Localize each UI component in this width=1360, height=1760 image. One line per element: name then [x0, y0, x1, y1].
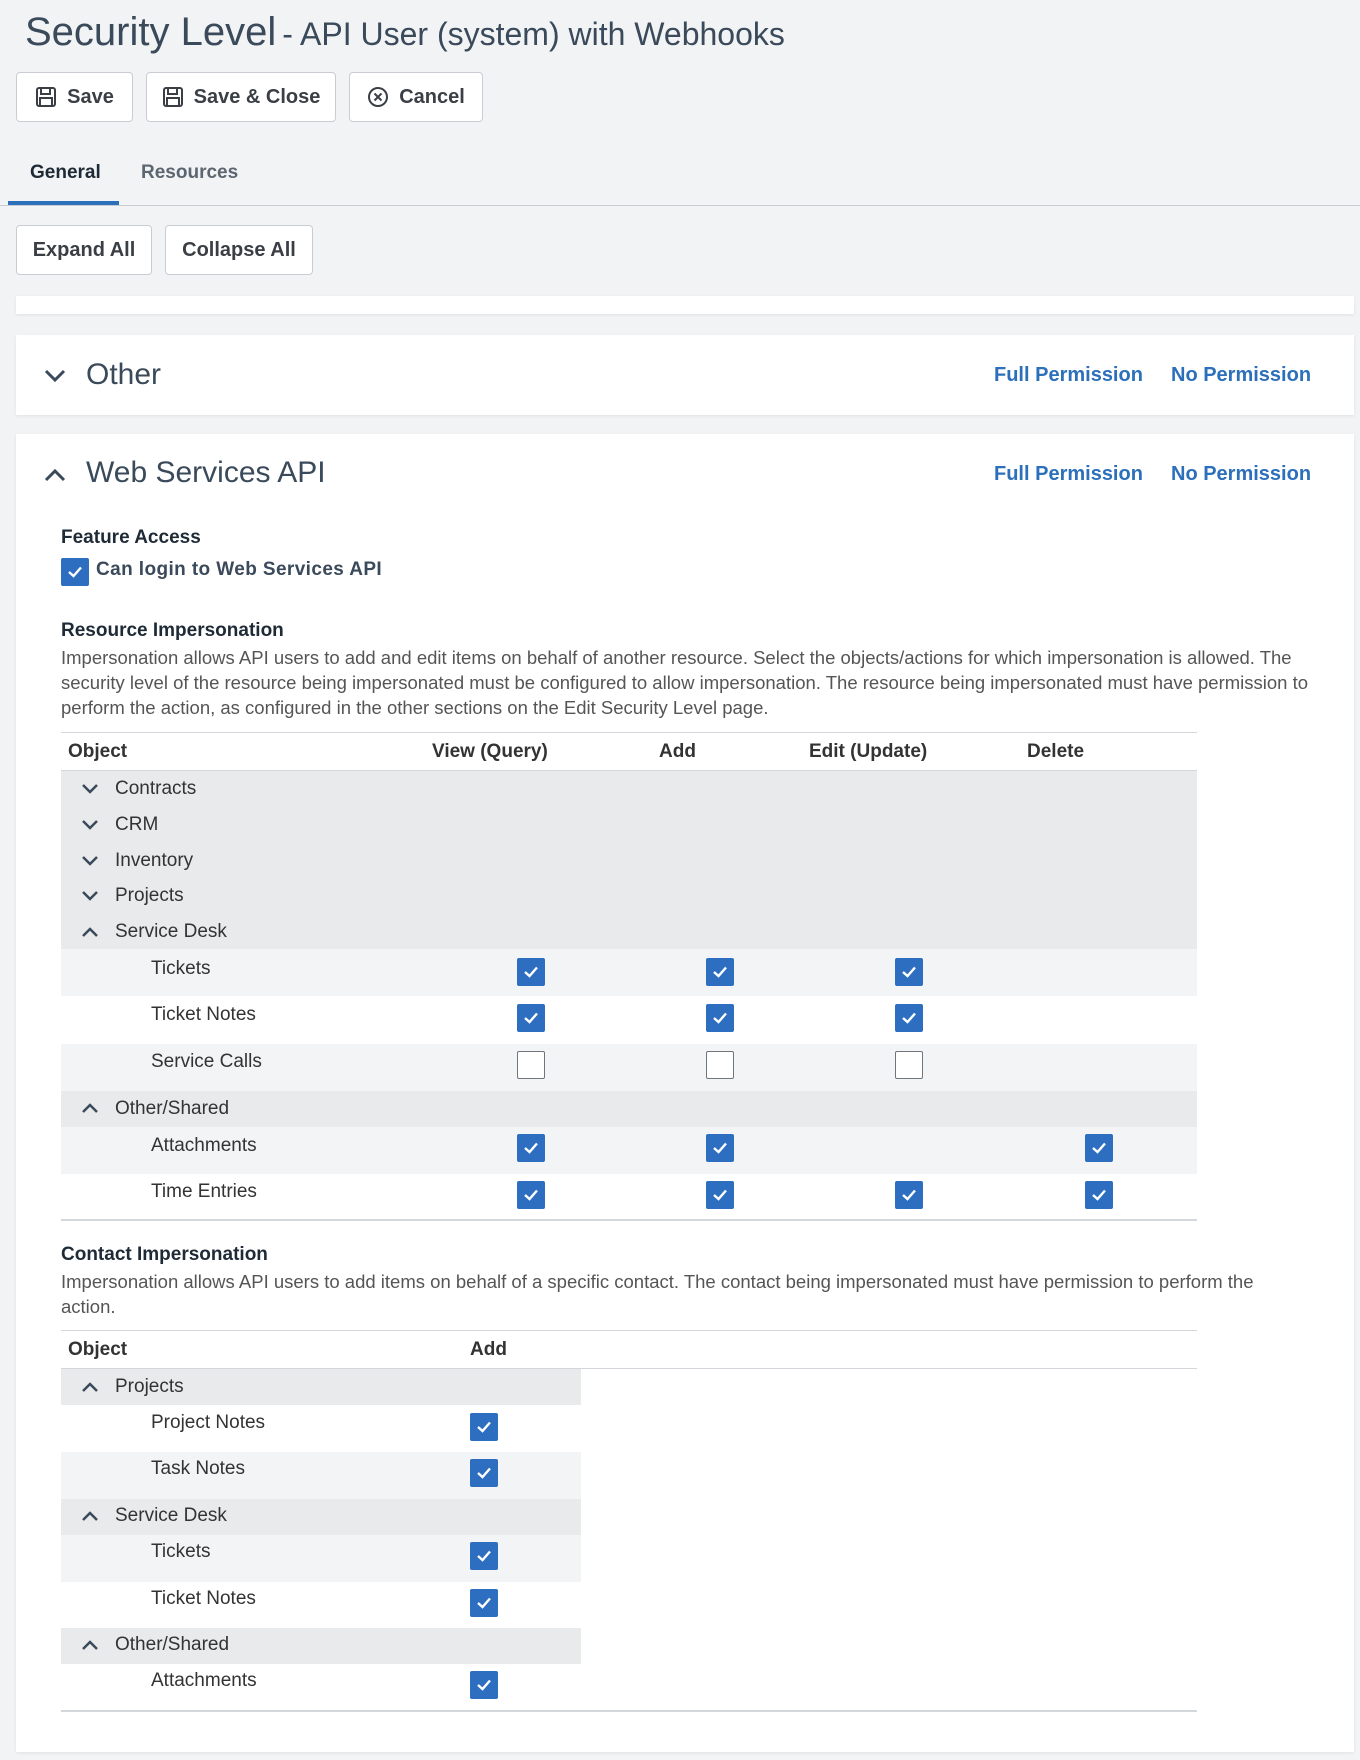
chevron-down-icon[interactable]	[80, 815, 100, 835]
check-icon	[711, 1139, 729, 1157]
contact-category-projects[interactable]: Projects	[115, 1376, 184, 1397]
check-icon	[66, 563, 84, 581]
service-calls-add-checkbox[interactable]	[706, 1051, 734, 1079]
col-header-add: Add	[659, 741, 696, 762]
ticket-notes-edit-checkbox[interactable]	[895, 1004, 923, 1032]
cancel-icon	[367, 86, 389, 108]
tickets-add-checkbox[interactable]	[706, 958, 734, 986]
ticket-notes-add-checkbox[interactable]	[706, 1004, 734, 1032]
chevron-up-icon[interactable]	[80, 922, 100, 942]
chevron-up-icon[interactable]	[80, 1635, 100, 1655]
chevron-up-icon[interactable]	[42, 463, 68, 489]
expand-all-label: Expand All	[32, 238, 136, 261]
check-icon	[711, 1009, 729, 1027]
can-login-label: Can login to Web Services API	[96, 559, 383, 580]
check-icon	[475, 1594, 493, 1612]
save-and-close-button[interactable]	[146, 72, 336, 122]
row-label-time-entries: Time Entries	[151, 1181, 257, 1202]
check-icon	[522, 1009, 540, 1027]
check-icon	[475, 1676, 493, 1694]
col-header-object: Object	[68, 741, 128, 762]
row-label-contact-ticket-notes: Ticket Notes	[151, 1588, 256, 1609]
chevron-down-icon[interactable]	[80, 779, 100, 799]
table-row	[61, 1535, 581, 1582]
table-bottom-border	[61, 1219, 1197, 1221]
resource-impersonation-heading: Resource Impersonation	[61, 620, 284, 641]
tabs-divider	[0, 205, 1360, 206]
tickets-view-checkbox[interactable]	[517, 958, 545, 986]
check-icon	[900, 963, 918, 981]
check-icon	[475, 1547, 493, 1565]
resource-impersonation-description: Impersonation allows API users to add and edit items on behalf of another resource. Select the objects/actions for which impersonation is allowed. The security level of the resource being impersonated must be configured to allow impersonation. The resource being impersonated must have permission to perform the action, as configured in the other sections on the Edit Security Level page.	[61, 647, 1309, 718]
row-label-task-notes: Task Notes	[151, 1458, 245, 1479]
contact-col-header-object: Object	[68, 1339, 128, 1360]
collapse-all-label: Collapse All	[182, 238, 296, 261]
check-icon	[1090, 1139, 1108, 1157]
chevron-down-icon[interactable]	[42, 363, 68, 389]
table-top-border	[61, 732, 1197, 733]
web-api-no-permission-link[interactable]: No Permission	[1171, 463, 1312, 485]
cancel-button[interactable]	[349, 72, 483, 122]
page-title-subtitle: - API User (system) with Webhooks	[282, 16, 785, 52]
row-label-service-calls: Service Calls	[151, 1051, 262, 1072]
col-header-delete: Delete	[1027, 741, 1085, 762]
check-icon	[522, 963, 540, 981]
contact-impersonation-heading: Contact Impersonation	[61, 1244, 268, 1265]
row-label-attachments: Attachments	[151, 1135, 257, 1156]
contact-table-bottom-border	[61, 1710, 1197, 1712]
section-web-services-api	[16, 434, 1354, 1752]
tickets-edit-checkbox[interactable]	[895, 958, 923, 986]
save-icon	[162, 86, 184, 108]
contact-attachments-add-checkbox[interactable]	[470, 1671, 498, 1699]
cancel-button-label: Cancel	[399, 85, 465, 108]
contact-impersonation-description: Impersonation allows API users to add items on behalf of a specific contact. The contact being impersonated must have permission to perform the action.	[61, 1271, 1254, 1317]
row-label-contact-tickets: Tickets	[151, 1541, 211, 1562]
contact-table-top-border	[61, 1330, 1197, 1331]
expand-all-button[interactable]	[16, 225, 152, 275]
category-other-shared[interactable]: Other/Shared	[115, 1098, 230, 1119]
save-and-close-button-label: Save & Close	[193, 85, 321, 108]
page-title	[25, 10, 785, 55]
collapse-all-button[interactable]	[165, 225, 313, 275]
contact-ticket-notes-add-checkbox[interactable]	[470, 1589, 498, 1617]
check-icon	[475, 1418, 493, 1436]
attachments-delete-checkbox[interactable]	[1085, 1134, 1113, 1162]
previous-section-panel	[16, 296, 1354, 314]
check-icon	[900, 1186, 918, 1204]
page-title-main: Security Level	[25, 10, 277, 54]
save-icon	[35, 86, 57, 108]
ticket-notes-view-checkbox[interactable]	[517, 1004, 545, 1032]
contact-category-other-shared[interactable]: Other/Shared	[115, 1634, 230, 1655]
category-crm[interactable]: CRM	[115, 814, 159, 835]
chevron-down-icon[interactable]	[80, 886, 100, 906]
check-icon	[711, 963, 729, 981]
service-calls-view-checkbox[interactable]	[517, 1051, 545, 1079]
time-entries-delete-checkbox[interactable]	[1085, 1181, 1113, 1209]
chevron-down-icon[interactable]	[80, 851, 100, 871]
save-button[interactable]	[16, 72, 133, 122]
section-other-title: Other	[86, 358, 162, 391]
active-tab-indicator	[8, 201, 119, 205]
col-header-edit: Edit (Update)	[809, 741, 928, 762]
col-header-view: View (Query)	[432, 741, 548, 762]
category-projects[interactable]: Projects	[115, 885, 184, 906]
tab-general[interactable]: General	[30, 162, 101, 183]
check-icon	[522, 1139, 540, 1157]
feature-access-heading: Feature Access	[61, 527, 201, 548]
row-label-project-notes: Project Notes	[151, 1412, 266, 1433]
chevron-up-icon[interactable]	[80, 1506, 100, 1526]
task-notes-add-checkbox[interactable]	[470, 1459, 498, 1487]
time-entries-view-checkbox[interactable]	[517, 1181, 545, 1209]
can-login-checkbox[interactable]	[61, 558, 89, 586]
contact-category-service-desk[interactable]: Service Desk	[115, 1505, 227, 1526]
row-label-ticket-notes: Ticket Notes	[151, 1004, 256, 1025]
chevron-up-icon[interactable]	[80, 1377, 100, 1397]
check-icon	[522, 1186, 540, 1204]
time-entries-edit-checkbox[interactable]	[895, 1181, 923, 1209]
section-other	[16, 335, 1354, 415]
check-icon	[475, 1464, 493, 1482]
contact-tickets-add-checkbox[interactable]	[470, 1542, 498, 1570]
contact-col-header-add: Add	[470, 1339, 507, 1360]
project-notes-add-checkbox[interactable]	[470, 1413, 498, 1441]
attachments-add-checkbox[interactable]	[706, 1134, 734, 1162]
row-label-contact-attachments: Attachments	[151, 1670, 257, 1691]
category-block	[61, 771, 1197, 949]
service-calls-edit-checkbox[interactable]	[895, 1051, 923, 1079]
other-no-permission-link[interactable]: No Permission	[1171, 364, 1312, 386]
save-button-label: Save	[67, 85, 114, 108]
row-label-tickets: Tickets	[151, 958, 211, 979]
check-icon	[900, 1009, 918, 1027]
category-service-desk[interactable]: Service Desk	[115, 921, 227, 942]
attachments-view-checkbox[interactable]	[517, 1134, 545, 1162]
section-web-api-title: Web Services API	[86, 456, 326, 489]
check-icon	[1090, 1186, 1108, 1204]
chevron-up-icon[interactable]	[80, 1098, 100, 1118]
web-api-full-permission-link[interactable]: Full Permission	[994, 463, 1143, 485]
time-entries-add-checkbox[interactable]	[706, 1181, 734, 1209]
category-inventory[interactable]: Inventory	[115, 850, 194, 871]
other-full-permission-link[interactable]: Full Permission	[994, 364, 1143, 386]
table-row	[61, 949, 1197, 996]
tab-resources[interactable]: Resources	[141, 162, 239, 183]
check-icon	[711, 1186, 729, 1204]
category-row	[61, 1091, 1197, 1127]
category-contracts[interactable]: Contracts	[115, 778, 197, 799]
table-row	[61, 1452, 581, 1499]
